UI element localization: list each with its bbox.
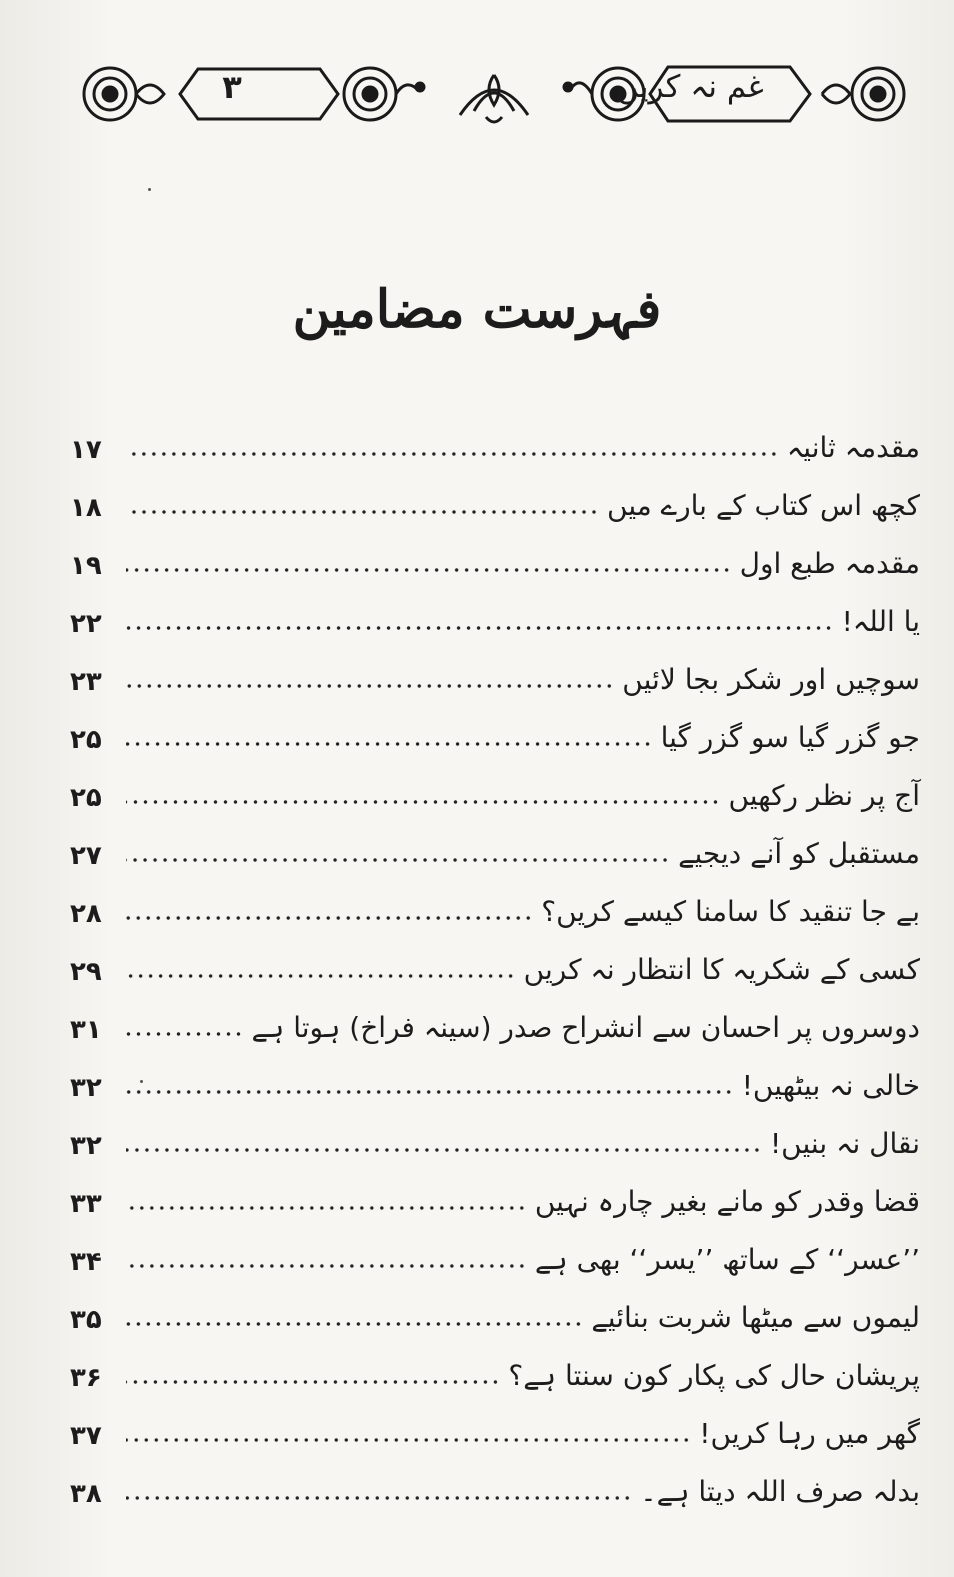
toc-title: خالی نہ بیٹھیں! [741,1069,920,1102]
toc-entry [70,468,920,528]
toc-leader-dots [126,912,533,924]
paper-speck [140,1080,143,1083]
toc-page-number: ۲۵ [70,783,102,813]
toc-leader-dots [126,1028,243,1040]
toc-entry [70,758,920,818]
toc-leader-dots [126,970,516,982]
toc-title: کچھ اس کتاب کے بارے میں [607,489,920,522]
toc-title: نقال نہ بنیں! [769,1127,920,1160]
toc-leader-dots [126,738,653,750]
toc-page-number: ۱۷ [70,435,102,465]
page-title: فہرست مضامین [292,279,662,340]
toc-title: پریشان حال کی پکار کون سنتا ہے؟ [508,1359,920,1392]
toc-entry [70,1048,920,1108]
toc-page-number: ۳۴ [70,1247,102,1277]
toc-page-number: ۳۱ [70,1015,102,1045]
toc-page-number: ۲۳ [70,667,102,697]
toc-leader-dots [126,448,779,460]
toc-page-number: ۳۸ [70,1479,102,1509]
toc-page-number: ۲۵ [70,725,102,755]
toc-leader-dots [126,1144,762,1156]
toc-title: قضا وقدر کو مانے بغیر چارہ نہیں [534,1185,920,1218]
toc-title: سوچیں اور شکر بجا لائیں [622,663,920,696]
toc-title: دوسروں پر احسان سے انشراح صدر (سینہ فراخ) ہوتا ہے [251,1011,920,1044]
toc-title: بدلہ صرف اللہ دیتا ہے۔ [640,1475,920,1508]
toc-page-number: ۲۸ [70,899,102,929]
toc-entry [70,1454,920,1514]
toc-leader-dots [126,564,732,576]
toc-entry [70,584,920,644]
toc-entry [70,1106,920,1166]
toc-title: لیموں سے میٹھا شربت بنائیے [591,1301,920,1334]
toc-entry [70,410,920,470]
toc-leader-dots [126,1086,734,1098]
toc-page-number: ۳۶ [70,1363,102,1393]
toc-entry [70,1338,920,1398]
toc-leader-dots [126,854,670,866]
toc-leader-dots [126,1376,500,1388]
toc-entry [70,932,920,992]
toc-title: ’’عسر‘‘ کے ساتھ ’’یسر‘‘ بھی ہے [534,1243,920,1276]
toc-page-number: ۳۲ [70,1131,102,1161]
toc-title: آج پر نظر رکھیں [728,779,920,812]
toc-title: گھر میں رہا کریں! [699,1417,920,1450]
toc-entry [70,816,920,876]
toc-page-number: ۳۳ [70,1189,102,1219]
toc-page-number: ۱۹ [70,551,102,581]
page-number: ۳ [222,68,242,106]
toc-leader-dots [126,796,720,808]
toc-page-number: ۱۸ [70,493,102,523]
toc-title: جو گزر گیا سو گزر گیا [660,721,920,754]
toc-title: مقدمہ طبع اول [739,547,920,580]
toc-title: کسی کے شکریہ کا انتظار نہ کریں [523,953,920,986]
toc-entry [70,1280,920,1340]
toc-entry [70,874,920,934]
toc-title: مستقبل کو آنے دیجیے [678,837,920,870]
toc-leader-dots [126,1202,527,1214]
toc-leader-dots [126,622,834,634]
toc-entry [70,700,920,760]
toc-entry [70,642,920,702]
toc-page-number: ۲۲ [70,609,102,639]
toc-page-number: ۳۲ [70,1073,102,1103]
toc-page-number: ۳۵ [70,1305,102,1335]
toc-entry [70,1164,920,1224]
toc-leader-dots [126,1492,632,1504]
book-title: غم نہ کریں [616,69,764,105]
toc-leader-dots [126,680,614,692]
toc-title: یا اللہ! [841,605,920,638]
toc-leader-dots [126,1260,527,1272]
toc-leader-dots [126,1434,691,1446]
toc-entry [70,1396,920,1456]
toc-entry [70,526,920,586]
toc-title: بے جا تنقید کا سامنا کیسے کریں؟ [541,895,920,928]
toc-leader-dots [126,1318,583,1330]
toc-page-number: ۲۹ [70,957,102,987]
toc-title: مقدمہ ثانیہ [786,431,920,464]
toc-page-number: ۳۷ [70,1421,102,1451]
toc-entry [70,1222,920,1282]
toc-page-number: ۲۷ [70,841,102,871]
toc-leader-dots [126,506,599,518]
paper-speck [148,188,151,191]
toc-entry [70,990,920,1050]
